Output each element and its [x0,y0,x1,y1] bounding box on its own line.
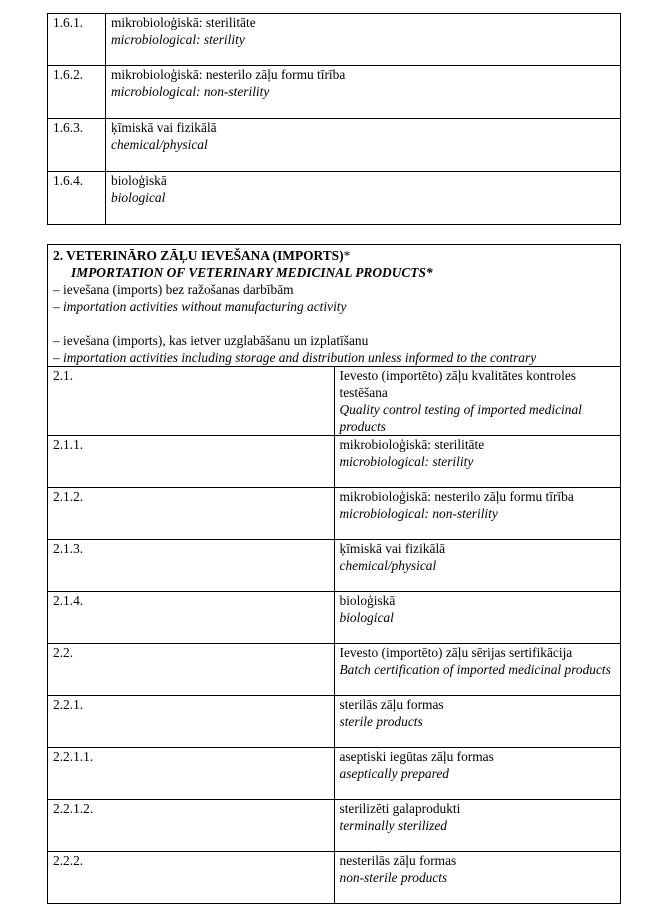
table-row [48,488,621,540]
row-label-en: Quality control testing of imported medicinal products [339,402,582,434]
row-label-en: chemical/physical [339,558,437,573]
row-label-en: microbiological: sterility [339,454,474,469]
row-number: 2.1.3. [48,540,335,592]
row-number: 2.1.4. [48,592,335,644]
table-row [48,14,621,66]
row-label-en: aseptically prepared [339,766,449,781]
table-row [48,172,621,225]
table-row [48,696,621,748]
row-label-en: microbiological: non-sterility [111,84,270,99]
row-content [106,14,621,66]
row-label-en: sterile products [339,714,423,729]
table-row [48,119,621,172]
row-label-lv: mikrobioloģiskā: sterilitāte [339,437,485,452]
row-label-en: microbiological: sterility [111,32,245,47]
row-content [334,748,621,800]
row-label-lv: sterilizēti galaprodukti [339,801,461,816]
row-label-en: non-sterile products [339,870,448,885]
row-content [106,172,621,225]
row-content [334,367,621,436]
row-label-en: biological [339,610,394,625]
row-label-lv: mikrobioloģiskā: nesterilo zāļu formu tīrība [339,489,574,504]
row-label-en: terminally sterilized [339,818,447,833]
table-row [48,436,621,488]
table-section-1-6 [47,13,621,225]
row-label-lv: nesterilās zāļu formas [339,853,457,868]
activity-line-lv: – ievešana (imports), kas ietver uzglabāšanu un izplatīšanu [53,333,369,348]
table-row [48,852,621,904]
row-content [334,488,621,540]
table-row [48,540,621,592]
row-content [334,696,621,748]
activity-line-lv: – ievešana (imports) bez ražošanas darbībām [53,282,294,297]
row-label-en: microbiological: non-sterility [339,506,498,521]
row-label-lv: mikrobioloģiskā: nesterilo zāļu formu tīrība [111,67,346,82]
row-content [334,852,621,904]
activity-line-en: – importation activities including storage and distribution unless informed to the contrary [53,350,537,365]
row-label-lv: ķīmiskā vai fizikālā [339,541,446,556]
row-content [334,644,621,696]
row-number: 2.1. [48,367,335,436]
section-header-row [48,245,621,367]
row-number: 1.6.4. [48,172,106,225]
row-label-lv: bioloģiskā [339,593,396,608]
table-row [48,800,621,852]
table-row [48,367,621,436]
row-content [334,436,621,488]
activity-line-en: – importation activities without manufacturing activity [53,299,347,314]
row-number: 2.2.2. [48,852,335,904]
row-number: 1.6.2. [48,66,106,119]
table-row [48,592,621,644]
row-content [334,592,621,644]
row-label-en: Batch certification of imported medicinal products [339,662,611,677]
table-row [48,748,621,800]
row-label-lv: sterilās zāļu formas [339,697,444,712]
section-header [48,245,621,367]
row-label-lv: mikrobioloģiskā: sterilitāte [111,15,256,30]
row-label-en: chemical/physical [111,137,208,152]
row-number: 2.2.1.2. [48,800,335,852]
row-number: 2.2. [48,644,335,696]
row-number: 2.1.2. [48,488,335,540]
row-number: 1.6.3. [48,119,106,172]
row-label-lv: Ievesto (importēto) zāļu kvalitātes kontroles testēšana [339,368,576,400]
row-number: 2.2.1.1. [48,748,335,800]
row-content [334,800,621,852]
table-section-2 [47,244,621,904]
row-label-lv: Ievesto (importēto) zāļu sērijas sertifikācija [339,645,573,660]
row-content [106,119,621,172]
section-title-lv: 2. VETERINĀRO ZĀĻU IEVEŠANA (IMPORTS)* [53,248,351,263]
row-label-lv: aseptiski iegūtas zāļu formas [339,749,494,764]
row-number: 1.6.1. [48,14,106,66]
section-title-en: IMPORTATION OF VETERINARY MEDICINAL PRODUCTS* [71,265,433,280]
row-number: 2.2.1. [48,696,335,748]
table-row [48,66,621,119]
row-content [334,540,621,592]
row-label-lv: ķīmiskā vai fizikālā [111,120,217,135]
row-content [106,66,621,119]
table-row [48,644,621,696]
row-label-lv: bioloģiskā [111,173,167,188]
row-label-en: biological [111,190,166,205]
row-number: 2.1.1. [48,436,335,488]
